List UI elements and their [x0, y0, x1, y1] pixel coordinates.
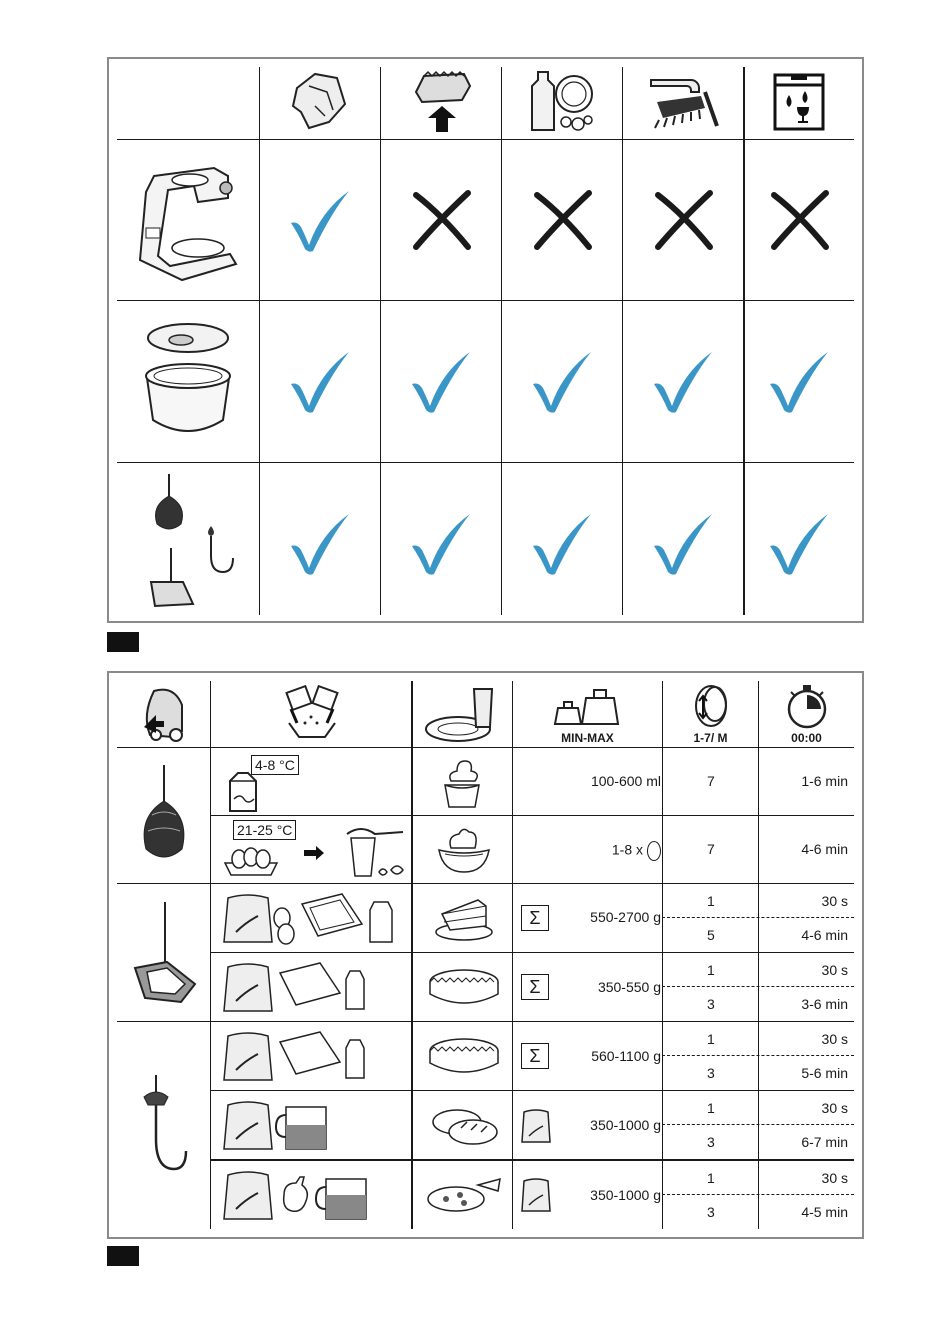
cross-mark-icon [380, 141, 501, 299]
temperature-label: 4-8 °C [251, 755, 299, 775]
time-value: 30 s [821, 962, 848, 978]
shortcrust-ingredients-icon [217, 956, 377, 1018]
time-value: 30 s [821, 1031, 848, 1047]
beater-illustration [117, 884, 210, 1021]
cleaning-table [107, 57, 864, 623]
check-mark-icon [259, 141, 380, 299]
speed-value: 3 [707, 1065, 715, 1081]
cake-slice-icon [433, 889, 495, 945]
shortcrust-ingredients-icon [217, 1025, 377, 1087]
flour-bag-icon [519, 1172, 553, 1216]
tart-icon [425, 1029, 503, 1083]
time-value: 4-6 min [801, 841, 848, 857]
amount-value [612, 841, 661, 861]
time-value: 30 s [821, 893, 848, 909]
tart-icon [425, 960, 503, 1014]
speed-value: 5 [707, 927, 715, 943]
speed-value: 1 [707, 1170, 715, 1186]
check-mark-icon [380, 464, 501, 622]
ingredients-pour-icon [210, 681, 411, 747]
amount-value: 350-1000 g [590, 1187, 661, 1203]
arrow-right-icon [299, 843, 329, 863]
figure-tag-1 [107, 632, 139, 652]
speed-value: 7 [707, 841, 715, 857]
flour-bag-icon [519, 1103, 553, 1147]
time-value: 4-6 min [801, 927, 848, 943]
time-value: 1-6 min [801, 773, 848, 789]
temperature-label: 21-25 °C [233, 820, 296, 840]
check-mark-icon [744, 464, 854, 622]
time-value: 30 s [821, 1100, 848, 1116]
detergent-bottle-icon [501, 63, 622, 139]
check-mark-icon [380, 302, 501, 460]
egg-separator-icon [339, 823, 409, 881]
check-mark-icon [501, 464, 622, 622]
cake-ingredients-icon [217, 887, 407, 949]
speed-dial-icon [663, 681, 758, 731]
egg-icon [647, 841, 661, 861]
cross-mark-icon [622, 141, 743, 299]
flour-oil-water-icon [217, 1164, 387, 1226]
pizza-icon [425, 1171, 505, 1219]
speed-value: 3 [707, 1204, 715, 1220]
check-mark-icon [622, 302, 743, 460]
amount-value: 350-1000 g [590, 1117, 661, 1133]
speed-value: 1 [707, 1031, 715, 1047]
amount-value: 560-1100 g [591, 1048, 661, 1064]
base-unit-illustration [117, 141, 259, 299]
speed-value: 1 [707, 1100, 715, 1116]
cross-mark-icon [744, 141, 854, 299]
speed-value: 1 [707, 893, 715, 909]
dough-hook-illustration [117, 1022, 210, 1229]
meringue-bowl-icon [434, 821, 494, 879]
figure-tag-2 [107, 1246, 139, 1266]
time-value: 30 s [821, 1170, 848, 1186]
recipe-table [107, 671, 864, 1239]
tools-illustration [117, 464, 259, 615]
speed-value: 3 [707, 1134, 715, 1150]
whisk-illustration [117, 748, 210, 883]
speed-label: 1-7/ M [693, 731, 728, 745]
speed-value: 3 [707, 996, 715, 1012]
amount-value: 550-2700 g [590, 909, 661, 925]
bowl-lid-illustration [117, 302, 259, 460]
brush-tap-icon [622, 63, 743, 139]
time-value: 5-6 min [801, 1065, 848, 1081]
dishwasher-icon [744, 63, 854, 139]
check-mark-icon [744, 302, 854, 460]
time-value: 4-5 min [801, 1204, 848, 1220]
sum-icon: Σ [521, 974, 549, 1000]
time-label: 00:00 [791, 731, 822, 745]
amount-value: 350-550 g [597, 979, 661, 995]
check-mark-icon [501, 302, 622, 460]
time-value: 6-7 min [801, 1134, 848, 1150]
eggs-carton-icon [221, 839, 281, 879]
sponge-icon [380, 63, 501, 139]
weights-icon [513, 681, 662, 731]
speed-value: 1 [707, 962, 715, 978]
flour-water-icon [217, 1094, 347, 1156]
check-mark-icon [622, 464, 743, 622]
cross-mark-icon [501, 141, 622, 299]
plate-glass-icon [412, 681, 512, 747]
speed-value: 7 [707, 773, 715, 789]
time-value: 3-6 min [801, 996, 848, 1012]
check-mark-icon [259, 302, 380, 460]
cream-carton-icon [217, 769, 267, 813]
attach-arm-icon [117, 681, 210, 747]
cloth-icon [259, 63, 380, 139]
bread-icon [427, 1101, 503, 1151]
weight-label: MIN-MAX [561, 731, 614, 745]
check-mark-icon [259, 464, 380, 622]
amount-value: 100-600 ml [590, 773, 661, 789]
sum-icon: Σ [521, 1043, 549, 1069]
sum-icon: Σ [521, 905, 549, 931]
stopwatch-icon [759, 681, 854, 731]
whipped-cream-cup-icon [437, 753, 487, 813]
amount-text: 1-8 x [611, 841, 643, 858]
